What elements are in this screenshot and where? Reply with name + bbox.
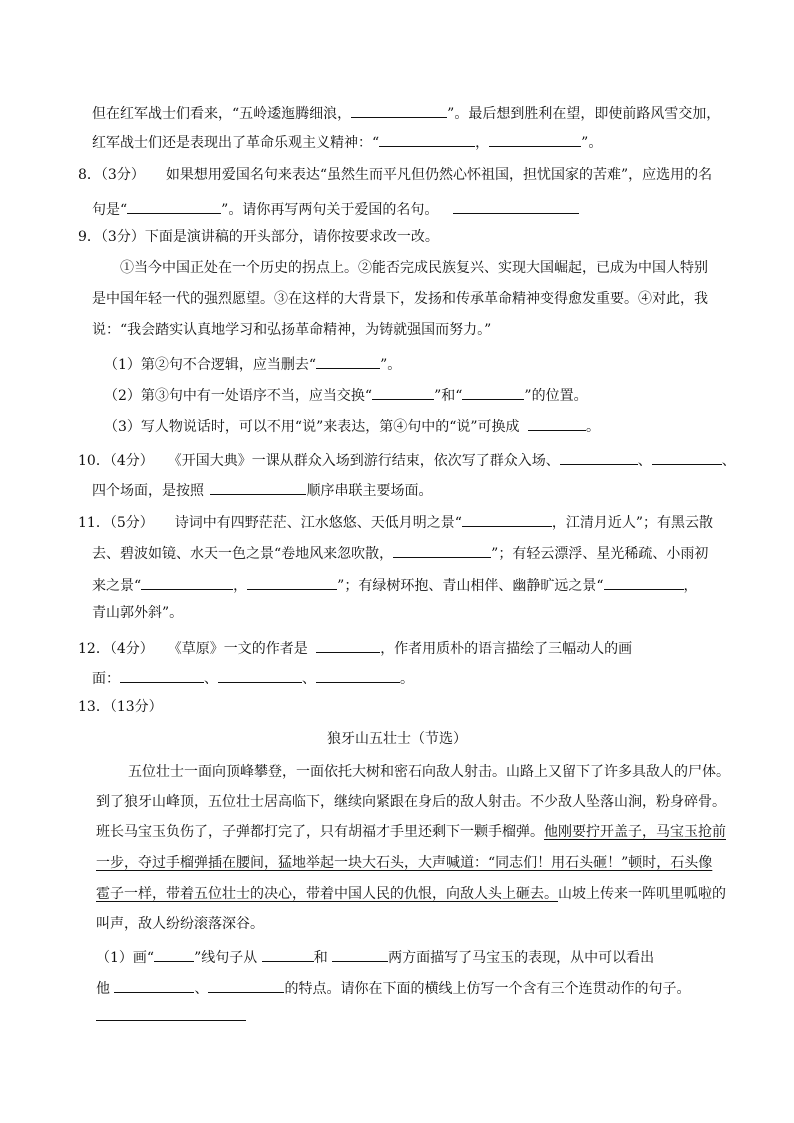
answer-blank[interactable] [604,574,684,590]
line-4: 句是“ ”。请你再写两句关于爱国的名句。 [92,198,579,220]
answer-blank[interactable] [372,384,434,400]
answer-blank[interactable] [218,667,302,683]
question-13: 13．（13分） [78,699,163,715]
answer-blank[interactable] [141,574,233,590]
sub-question-3: （3）写人物说话时，可以不用“说”来表达，第④句中的“说”可换成 。 [104,415,600,437]
underlined-sentence: 他刚要拧开盖子，马宝玉抢前 [544,824,726,840]
answer-blank[interactable] [560,449,638,465]
answer-blank[interactable] [247,574,337,590]
answer-blank[interactable] [316,667,400,683]
answer-blank[interactable] [210,479,306,495]
answer-blank[interactable] [652,449,722,465]
answer-blank[interactable] [154,946,194,962]
sub-question-1: （1）第②句不合逻辑，应当删去“ ”。 [104,353,401,375]
question-12: 12．（4分） 《草原》一文的作者是 ，作者用质朴的语言描绘了三幅动人的画 [78,637,632,659]
answer-blank[interactable] [262,946,314,962]
answer-blank[interactable] [127,198,221,214]
passage-line: 班长马宝玉负伤了，子弹都打完了，只有胡福才手里还剩下一颗手榴弹。他刚要拧开盖子，马宝玉抢前 [96,824,726,840]
answer-blank[interactable] [316,353,380,369]
underlined-sentence: 一步，夺过手榴弹插在腰间，猛地举起一块大石头，大声喊道：“同志们！用石头砸！”顿时，石头像 [96,855,713,871]
underlined-sentence: 雹子一样，带着五位壮士的决心，带着中国人民的仇恨，向敌人头上砸去。 [96,886,558,902]
question-11: 11．（5分） 诗词中有四野茫茫、江水悠悠、天低月明之景“ ，江清月近人”；有黑云散 [78,511,713,533]
answer-blank[interactable] [208,977,284,993]
answer-blank[interactable] [528,415,586,431]
answer-blank[interactable] [332,946,388,962]
answer-blank[interactable] [462,511,552,527]
passage-question-1-line-2: 他 、 的特点。请你在下面的横线上仿写一个含有三个连贯动作的句子。 [96,977,690,999]
paragraph-line: 说：“我会踏实认真地学习和弘扬革命精神，为铸就强国而努力。” [92,322,492,338]
passage-question-1: （1）画“ ”线句子从 和 两方面描写了马宝玉的表现，从中可以看出 [96,946,654,968]
line-16: 来之景“ ， ”；有绿树环抱、青山相伴、幽静旷远之景“ ， [92,574,698,596]
line-15: 去、碧波如镜、水天一色之景“卷地风来忽吹散， ”；有轻云漂浮、星光稀疏、小雨初 [92,542,708,564]
line-19: 面： 、 、 。 [92,667,414,689]
answer-blank[interactable] [489,131,581,147]
paragraph-line: ①当今中国正处在一个历史的拐点上。②能否完成民族复兴、实现大国崛起，已成为中国人特别 [120,260,708,276]
answer-blank[interactable] [462,384,524,400]
answer-line[interactable] [96,1020,246,1021]
passage-title: 狼牙山五壮士（节选） [327,731,467,747]
line-17: 青山郭外斜”。 [92,605,184,621]
answer-blank[interactable] [393,542,491,558]
line-2: 红军战士们还是表现出了革命乐观主义精神：“ ， ”。 [92,131,602,153]
question-10: 10．（4分） 《开国大典》一课从群众入场到游行结束，依次写了群众入场、 、 、 [78,449,736,471]
question-9: 9．（3分）下面是演讲稿的开头部分，请你按要求改一改。 [78,229,439,245]
line-13: 四个场面，是按照 顺序串联主要场面。 [92,479,432,501]
question-8: 8．（3分） 如果想用爱国名句来表达“虽然生而平凡但仍然心怀祖国，担忧国家的苦难”，应选用的名 [78,167,713,183]
answer-blank[interactable] [114,977,194,993]
passage-line: 到了狼牙山峰顶，五位壮士居高临下，继续向紧跟在身后的敌人射击。不少敌人坠落山涧，粉身碎骨。 [96,794,726,810]
passage-line: 叫声，敌人纷纷滚落深谷。 [96,916,264,932]
answer-blank[interactable] [120,667,204,683]
answer-blank[interactable] [453,198,579,214]
line-1: 但在红军战士们看来，“五岭逶迤腾细浪， ”。最后想到胜利在望，即使前路风雪交加， [92,102,720,124]
passage-line: 雹子一样，带着五位壮士的决心，带着中国人民的仇恨，向敌人头上砸去。山坡上传来一阵叽里呱啦的 [96,886,726,902]
answer-blank[interactable] [379,131,475,147]
passage-line: 五位壮士一面向顶峰攀登，一面依托大树和密石向敌人射击。山路上又留下了许多具敌人的尸体。 [128,764,730,780]
paragraph-line: 是中国年轻一代的强烈愿望。③在这样的大背景下，发扬和传承革命精神变得愈发重要。④对此，我 [92,291,708,307]
sub-question-2: （2）第③句中有一处语序不当，应当交换“ ”和“ ”的位置。 [104,384,588,406]
passage-line [96,853,712,873]
answer-blank[interactable] [316,637,380,653]
answer-blank[interactable] [351,102,447,118]
